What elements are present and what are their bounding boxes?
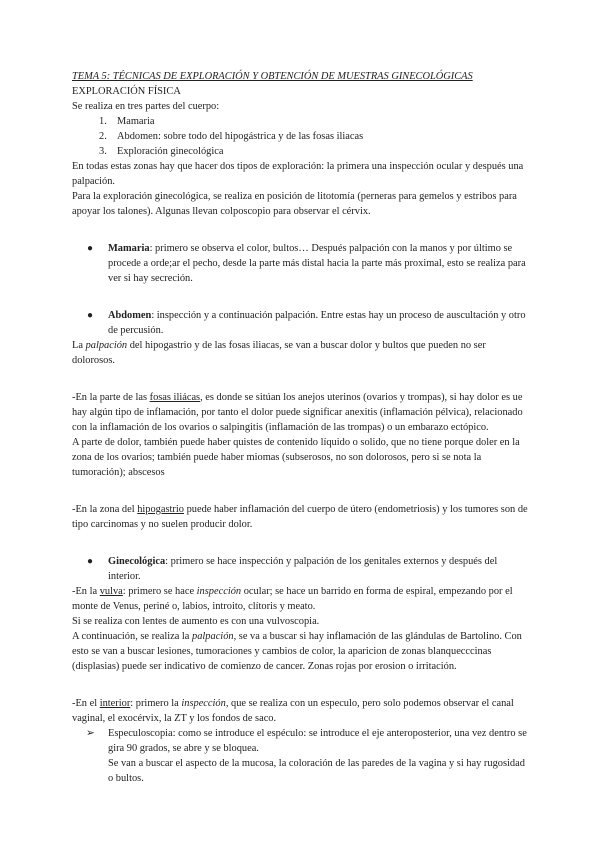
paragraph-continuacion: A continuación, se realiza la palpación, se va a buscar si hay inflamación de las glándulas de Bartolino. Con esto se van a buscar lesiones, tumoraciones y cambios de color, la aparicion de zonas blanquecccinas (displasias) puede ser indicativo de comienzo de cancer. Zonas rojas por erosion o irritación. (72, 631, 522, 672)
paragraph-fosas: -En la parte de las fosas iliácas, es donde se sitúan los anejos uterinos (ovarios y trompas), si hay dolor es ue hay algún tipo de inflamación, por tanto el dolor puede significar anexitis (inflamación pélvica), relacionado con la inflamación de los ovarios o salpingitis (inflamación de las trompas) o un embarazo ectópico. (72, 392, 523, 433)
list-item: 3. Exploración ginecológica (99, 146, 224, 157)
paragraph-hipogastrio: -En la zona del hipogastrio puede haber inflamación del cuerpo de útero (endometriosis) y los tumores son de tipo carcinomas y no suelen producir dolor. (72, 504, 528, 530)
bullet-icon: ● (87, 310, 94, 321)
bullet-ginecologica: ● Ginecológica: primero se hace inspección y palpación de los genitales externos y después del interior. (87, 556, 498, 582)
paragraph: Para la exploración ginecológica, se realiza en posición de litotomía (perneras para gemelos y estribos para apoyar los talones). Algunas llevan colposcopio para observar el cérvix. (72, 191, 517, 217)
list-item: 1. Mamaria (99, 116, 155, 127)
paragraph-vulva: -En la vulva: primero se hace inspección ocular; se hace un barrido en forma de espiral, empezando por el monte de Venus, periné o, labios, introito, clítoris y meato. (72, 586, 513, 612)
paragraph-lentes: Si se realiza con lentes de aumento es con una vulvoscopia. (72, 616, 320, 627)
paragraph-dolor: A parte de dolor, también puede haber quistes de contenido líquido o solido, que no tiene porque doler en la zona de los ovarios; también puede haber miomas (subserosos, no son dolorosos, pero si se nota la tumoración); abscesos (72, 437, 520, 478)
bullet-icon: ● (87, 243, 94, 254)
section-heading: EXPLORACIÓN FÍSICA (72, 86, 181, 97)
bullet-abdomen: ● Abdomen: inspección y a continuación palpación. Entre estas hay un proceso de auscultación y otro de percusión. (87, 310, 526, 336)
paragraph-mucosa: Se van a buscar el aspecto de la mucosa, la coloración de las paredes de la vagina y si hay rugosidad o bultos. (108, 758, 525, 784)
bullet-icon: ● (87, 556, 94, 567)
paragraph-interior: -En el interior: primero la inspección, que se realiza con un especulo, pero solo podemos observar el canal vaginal, el exocérvix, la ZT y los fondos de saco. (72, 698, 514, 724)
arrow-item-especuloscopia: ➢ Especuloscopia: como se introduce el espéculo: se introduce el eje anteroposterior, una vez dentro se gira 90 grados, se abre y se bloquea. (86, 728, 527, 754)
paragraph-palpacion: La palpación del hipogastrio y de las fosas iliacas, se van a buscar dolor y bultos que pueden no ser dolorosos. (72, 340, 486, 366)
document-title: TEMA 5: TÉCNICAS DE EXPLORACIÓN Y OBTENCIÓN DE MUESTRAS GINECOLÓGICAS (72, 71, 473, 82)
intro-text: Se realiza en tres partes del cuerpo: (72, 101, 220, 112)
arrow-bullet-icon: ➢ (86, 728, 95, 739)
list-item: 2. Abdomen: sobre todo del hipogástrica y de las fosas iliacas (99, 131, 364, 142)
bullet-mamaria: ● Mamaria: primero se observa el color, bultos… Después palpación con la manos y por último se procede a orde;ar el pecho, desde la parte más distal hacia la parte más proximal, esto se realiza para ver si hay secreción. (87, 243, 526, 284)
paragraph: En todas estas zonas hay que hacer dos tipos de exploración: la primera una inspección ocular y después una palpación. (72, 161, 524, 187)
parts-list (72, 114, 528, 159)
